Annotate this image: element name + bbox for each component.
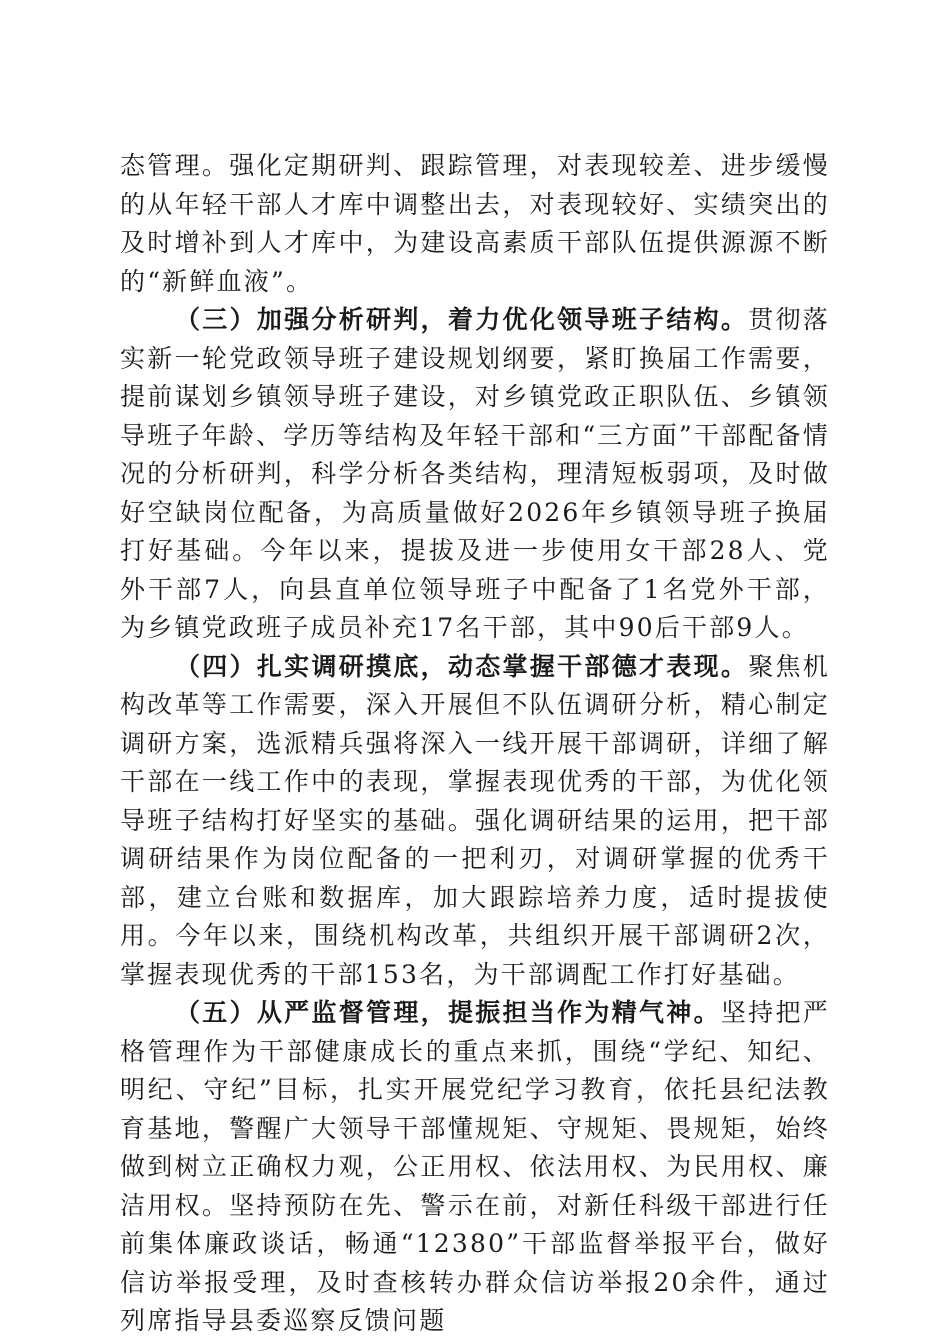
paragraph-continuation — [120, 147, 830, 301]
paragraph-section-4 — [120, 648, 830, 995]
paragraph-text: 聚焦机构改革等工作需要，深入开展但不队伍调研分析，精心制定调研方案，选派精兵强将深入一线开展干部调研，详细了解干部在一线工作中的表现，掌握表现优秀的干部，为优化领导班子结构打好坚实的基础。强化调研结果的运用，把干部调研结果作为岗位配备的一把利刃，对调研掌握的优秀干部，建立台账和数据库，加大跟踪培养力度，适时提拔使用。今年以来，围绕机构改革，共组织开展干部调研2次，掌握表现优秀的干部153名，为干部调配工作打好基础。 — [120, 651, 830, 989]
paragraph-text: 贯彻落实新一轮党政领导班子建设规划纲要，紧盯换届工作需要，提前谋划乡镇领导班子建设，对乡镇党政正职队伍、乡镇领导班子年龄、学历等结构及年轻干部和“三方面”干部配备情况的分析研判，科学分析各类结构，理清短板弱项，及时做好空缺岗位配备，为高质量做好2026年乡镇领导班子换届打好基础。今年以来，提拔及进一步使用女干部28人、党外干部7人，向县直单位领导班子中配备了1名党外干部，为乡镇党政班子成员补充17名干部，其中90后干部9人。 — [120, 305, 830, 642]
paragraph-section-3 — [120, 301, 830, 648]
section-heading: （四）扎实调研摸底，动态掌握干部德才表现。 — [175, 651, 749, 681]
document-body — [120, 147, 830, 1341]
section-heading: （五）从严监督管理，提振担当作为精气神。 — [175, 998, 721, 1027]
paragraph-text: 态管理。强化定期研判、跟踪管理，对表现较差、进步缓慢的从年轻干部人才库中调整出去，对表现较好、实绩突出的及时增补到人才库中，为建设高素质干部队伍提供源源不断的“新鲜血液”。 — [120, 151, 830, 296]
paragraph-text: 坚持把严格管理作为干部健康成长的重点来抓，围绕“学纪、知纪、明纪、守纪”目标，扎实开展党纪学习教育，依托县纪法教育基地，警醒广大领导干部懂规矩、守规矩、畏规矩，始终做到树立正确权力观，公正用权、依法用权、为民用权、廉洁用权。坚持预防在先、警示在前，对新任科级干部进行任前集体廉政谈话，畅通“12380”干部监督举报平台，做好信访举报受理，及时查核转办群众信访举报20余件，通过列席指导县委巡察反馈问题 — [120, 998, 830, 1335]
paragraph-section-5 — [120, 994, 830, 1341]
section-heading: （三）加强分析研判，着力优化领导班子结构。 — [175, 305, 749, 334]
